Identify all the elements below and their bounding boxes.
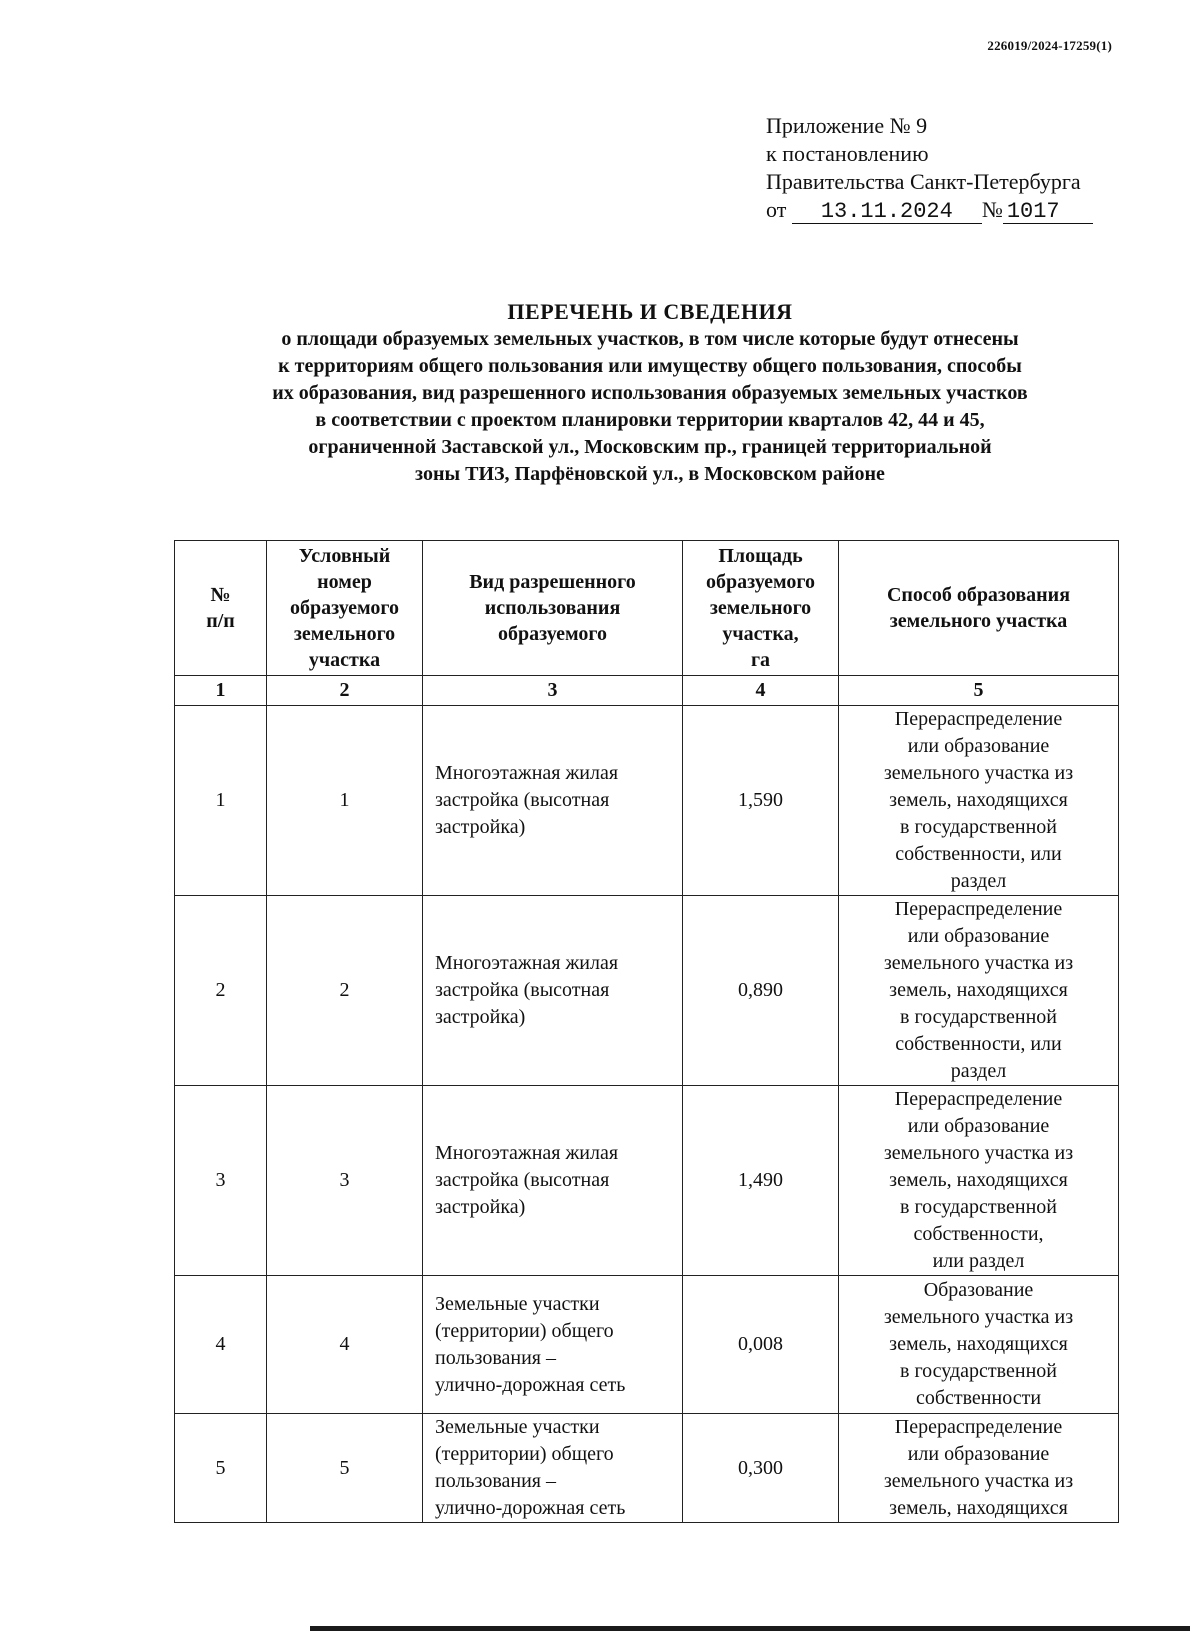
row-index: 5 bbox=[175, 1414, 267, 1523]
permitted-use: Многоэтажная жилая застройка (высотная застройка) bbox=[423, 896, 683, 1086]
appendix-line-1: Приложение № 9 bbox=[766, 113, 928, 138]
title-main: ПЕРЕЧЕНЬ И СВЕДЕНИЯ bbox=[507, 299, 793, 324]
formation-method: Перераспределение или образование земельного участка из земель, находящихся в государственной собственности, или раздел bbox=[839, 896, 1119, 1086]
column-number-row bbox=[175, 676, 1119, 706]
title-subline: в соответствии с проектом планировки территории кварталов 42, 44 и 45, bbox=[315, 409, 985, 431]
formation-method: Образование земельного участка из земель, находящихся в государственной собственности bbox=[839, 1276, 1119, 1414]
table-row bbox=[175, 1086, 1119, 1276]
header-plot-number: Условный номер образуемого земельного участка bbox=[267, 541, 423, 676]
header-permitted-use: Вид разрешенного использования образуемого bbox=[423, 541, 683, 676]
permitted-use: Многоэтажная жилая застройка (высотная застройка) bbox=[423, 706, 683, 896]
header-formation-method: Способ образования земельного участка bbox=[839, 541, 1119, 676]
table-header-row bbox=[175, 541, 1119, 676]
formation-method: Перераспределение или образование земельного участка из земель, находящихся в государственной собственности, или раздел bbox=[839, 706, 1119, 896]
header-area: Площадь образуемого земельного участка, га bbox=[683, 541, 839, 676]
row-index: 2 bbox=[175, 896, 267, 1086]
appendix-line-3: Правительства Санкт-Петербурга bbox=[766, 169, 1081, 194]
permitted-use: Земельные участки (территории) общего пользования – улично-дорожная сеть bbox=[423, 1276, 683, 1414]
appendix-line-2: к постановлению bbox=[766, 141, 929, 166]
number-prefix: № bbox=[981, 197, 1003, 222]
title-subline: к территориям общего пользования или имуществу общего пользования, способы bbox=[278, 355, 1022, 377]
plot-number: 2 bbox=[267, 896, 423, 1086]
plot-area: 1,590 bbox=[683, 706, 839, 896]
table-row bbox=[175, 706, 1119, 896]
plot-number: 4 bbox=[267, 1276, 423, 1414]
permitted-use: Многоэтажная жилая застройка (высотная застройка) bbox=[423, 1086, 683, 1276]
row-index: 1 bbox=[175, 706, 267, 896]
title-subline: их образования, вид разрешенного использования образуемых земельных участков bbox=[272, 382, 1028, 404]
appendix-date-line bbox=[766, 196, 1093, 224]
plot-number: 1 bbox=[267, 706, 423, 896]
table-row bbox=[175, 896, 1119, 1086]
column-number: 2 bbox=[267, 676, 423, 706]
title-subline: зоны ТИЗ, Парфёновской ул., в Московском районе bbox=[415, 463, 885, 485]
resolution-number: 1017 bbox=[1003, 201, 1093, 224]
row-index: 3 bbox=[175, 1086, 267, 1276]
resolution-date: 13.11.2024 bbox=[792, 201, 982, 224]
land-plots-table bbox=[174, 540, 1119, 1523]
column-number: 4 bbox=[683, 676, 839, 706]
title-subline: ограниченной Заставской ул., Московским пр., границей территориальной bbox=[308, 436, 992, 458]
formation-method: Перераспределение или образование земельного участка из земель, находящихся bbox=[839, 1414, 1119, 1523]
header-row-number: № п/п bbox=[175, 541, 267, 676]
plot-area: 0,008 bbox=[683, 1276, 839, 1414]
column-number: 3 bbox=[423, 676, 683, 706]
title-subline: о площади образуемых земельных участков, в том числе которые будут отнесены bbox=[281, 328, 1019, 350]
row-index: 4 bbox=[175, 1276, 267, 1414]
plot-number: 3 bbox=[267, 1086, 423, 1276]
document-title bbox=[130, 298, 1170, 488]
plot-area: 0,300 bbox=[683, 1414, 839, 1523]
document-registration-number: 226019/2024-17259(1) bbox=[987, 38, 1112, 53]
scan-edge-line bbox=[310, 1626, 1190, 1631]
plot-number: 5 bbox=[267, 1414, 423, 1523]
permitted-use: Земельные участки (территории) общего пользования – улично-дорожная сеть bbox=[423, 1414, 683, 1523]
formation-method: Перераспределение или образование земельного участка из земель, находящихся в государственной собственности, или раздел bbox=[839, 1086, 1119, 1276]
column-number: 5 bbox=[839, 676, 1119, 706]
appendix-header bbox=[766, 112, 1093, 224]
plot-area: 1,490 bbox=[683, 1086, 839, 1276]
plot-area: 0,890 bbox=[683, 896, 839, 1086]
table-row bbox=[175, 1414, 1119, 1523]
date-prefix: от bbox=[766, 197, 787, 222]
column-number: 1 bbox=[175, 676, 267, 706]
table-row bbox=[175, 1276, 1119, 1414]
